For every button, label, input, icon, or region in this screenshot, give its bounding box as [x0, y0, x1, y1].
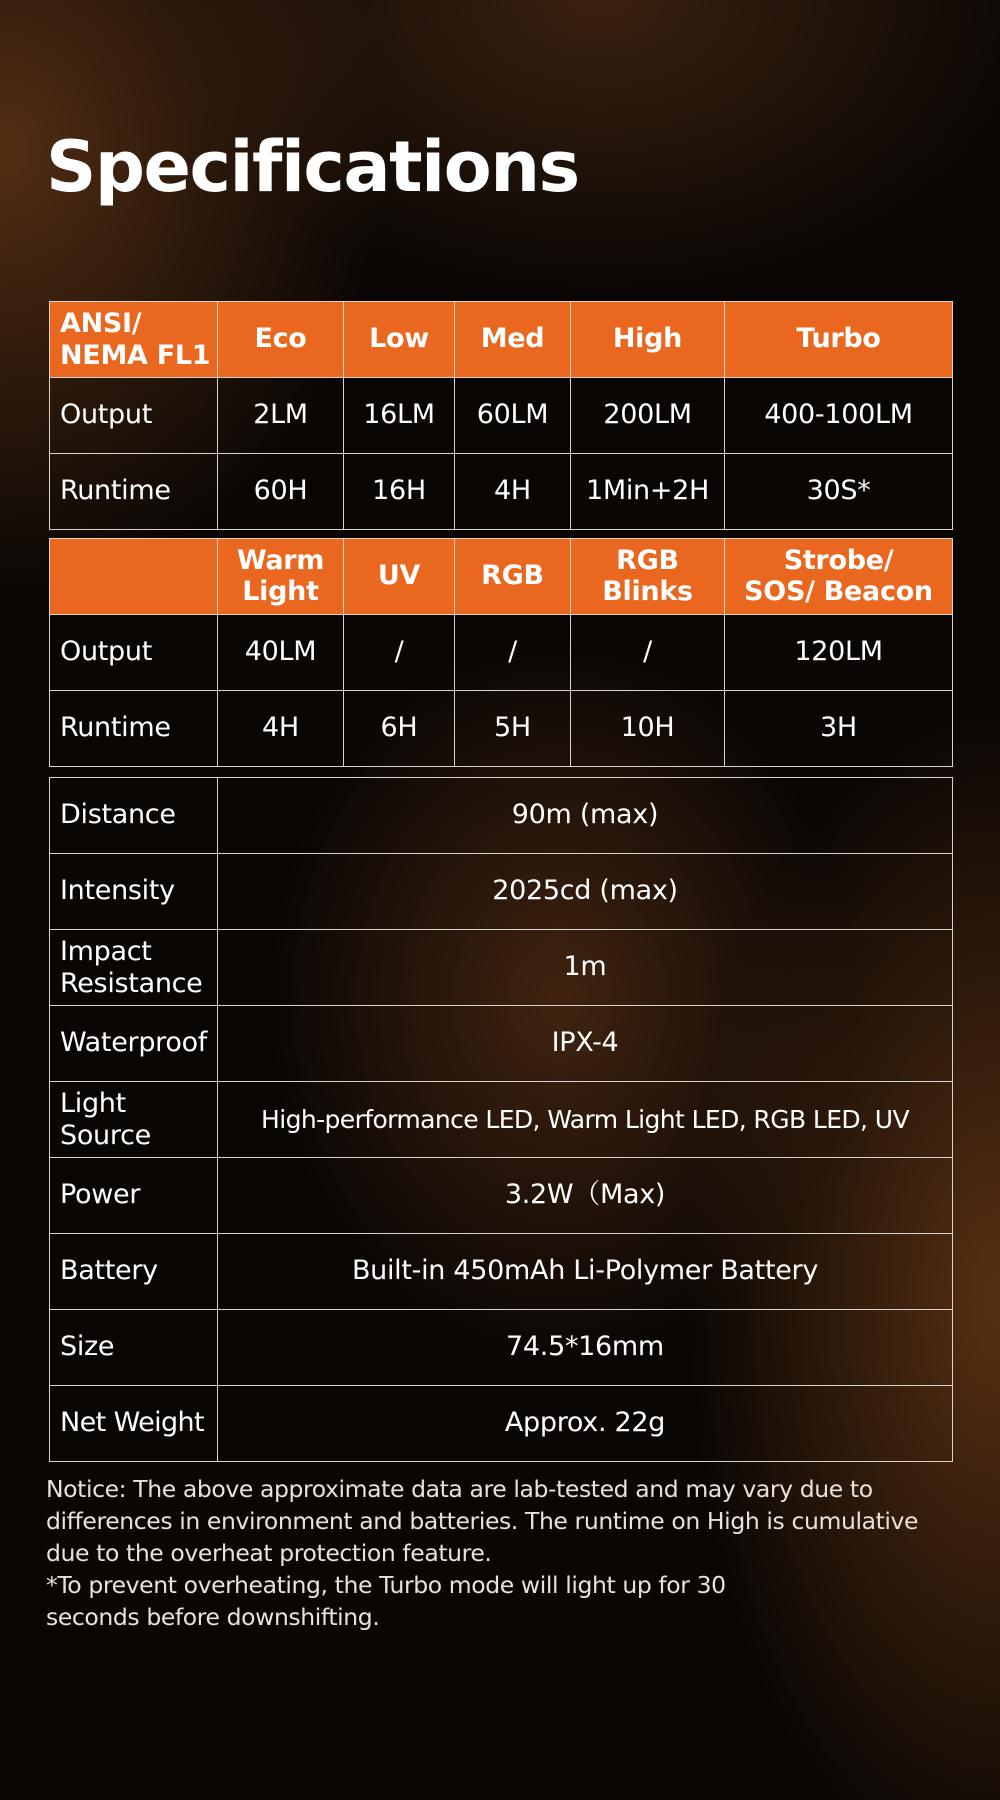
page-title: Specifications — [46, 126, 579, 208]
table-cell: 1Min+2H — [571, 454, 725, 530]
row-label: Light Source — [50, 1082, 218, 1158]
table-cell: 6H — [344, 691, 455, 767]
table-row-runtime — [50, 454, 953, 530]
table-cell: 3.2W（Max) — [218, 1158, 953, 1234]
table-cell: 2025cd (max) — [218, 854, 953, 930]
table-row-size — [50, 1310, 953, 1386]
row-label: Output — [50, 615, 218, 691]
row-label: Impact Resistance — [50, 930, 218, 1006]
table-row-net-weight — [50, 1386, 953, 1462]
row-label: Runtime — [50, 454, 218, 530]
table-row-battery — [50, 1234, 953, 1310]
table-cell: 3H — [725, 691, 953, 767]
row-label: Intensity — [50, 854, 218, 930]
header-cell-turbo: Turbo — [725, 302, 953, 378]
table-cell: IPX-4 — [218, 1006, 953, 1082]
row-label: Battery — [50, 1234, 218, 1310]
table-cell: 2LM — [218, 378, 344, 454]
header-cell-rgb: RGB — [455, 539, 571, 615]
table-cell: / — [455, 615, 571, 691]
modes-table-standard — [49, 301, 953, 530]
row-label: Waterproof — [50, 1006, 218, 1082]
table-cell: / — [571, 615, 725, 691]
table-cell: Built-in 450mAh Li-Polymer Battery — [218, 1234, 953, 1310]
table-cell: 40LM — [218, 615, 344, 691]
header-cell-warm-light: Warm Light — [218, 539, 344, 615]
table-cell: 16LM — [344, 378, 455, 454]
table-row-distance — [50, 778, 953, 854]
table-cell: 5H — [455, 691, 571, 767]
table-row-impact-resistance — [50, 930, 953, 1006]
modes-table-special — [49, 538, 953, 767]
table-row-waterproof — [50, 1006, 953, 1082]
table-row-light-source — [50, 1082, 953, 1158]
notice-main: Notice: The above approximate data are lab-tested and may vary due to differences in environment and batteries. The runtime on High is cumulative due to the overheat protection feature. — [46, 1475, 919, 1567]
table-cell: High-performance LED, Warm Light LED, RGB LED, UV — [218, 1082, 953, 1158]
table-cell: / — [344, 615, 455, 691]
header-cell-rgb-blinks: RGB Blinks — [571, 539, 725, 615]
header-cell-empty — [50, 539, 218, 615]
table-row-output — [50, 378, 953, 454]
table-cell: 1m — [218, 930, 953, 1006]
table-cell: 4H — [218, 691, 344, 767]
notice-footnote: *To prevent overheating, the Turbo mode will light up for 30 seconds before downshifting. — [46, 1571, 726, 1631]
row-label: Output — [50, 378, 218, 454]
table-row-intensity — [50, 854, 953, 930]
table-header-row — [50, 302, 953, 378]
row-label: Runtime — [50, 691, 218, 767]
specs-table — [49, 777, 953, 1462]
table-cell: 74.5*16mm — [218, 1310, 953, 1386]
header-cell-eco: Eco — [218, 302, 344, 378]
table-row-runtime — [50, 691, 953, 767]
row-label: Power — [50, 1158, 218, 1234]
row-label: Size — [50, 1310, 218, 1386]
header-cell-strobe: Strobe/ SOS/ Beacon — [725, 539, 953, 615]
header-cell-med: Med — [455, 302, 571, 378]
header-cell-uv: UV — [344, 539, 455, 615]
table-cell: 90m (max) — [218, 778, 953, 854]
header-cell-standard: ANSI/ NEMA FL1 — [50, 302, 218, 378]
table-cell: 4H — [455, 454, 571, 530]
table-cell: 30S* — [725, 454, 953, 530]
table-cell: 120LM — [725, 615, 953, 691]
table-cell: Approx. 22g — [218, 1386, 953, 1462]
table-cell: 16H — [344, 454, 455, 530]
table-cell: 60H — [218, 454, 344, 530]
table-row-output — [50, 615, 953, 691]
table-row-power — [50, 1158, 953, 1234]
row-label: Distance — [50, 778, 218, 854]
table-cell: 200LM — [571, 378, 725, 454]
notice-text — [46, 1473, 951, 1633]
table-cell: 60LM — [455, 378, 571, 454]
header-cell-high: High — [571, 302, 725, 378]
table-header-row — [50, 539, 953, 615]
table-cell: 10H — [571, 691, 725, 767]
header-cell-low: Low — [344, 302, 455, 378]
row-label: Net Weight — [50, 1386, 218, 1462]
table-cell: 400-100LM — [725, 378, 953, 454]
